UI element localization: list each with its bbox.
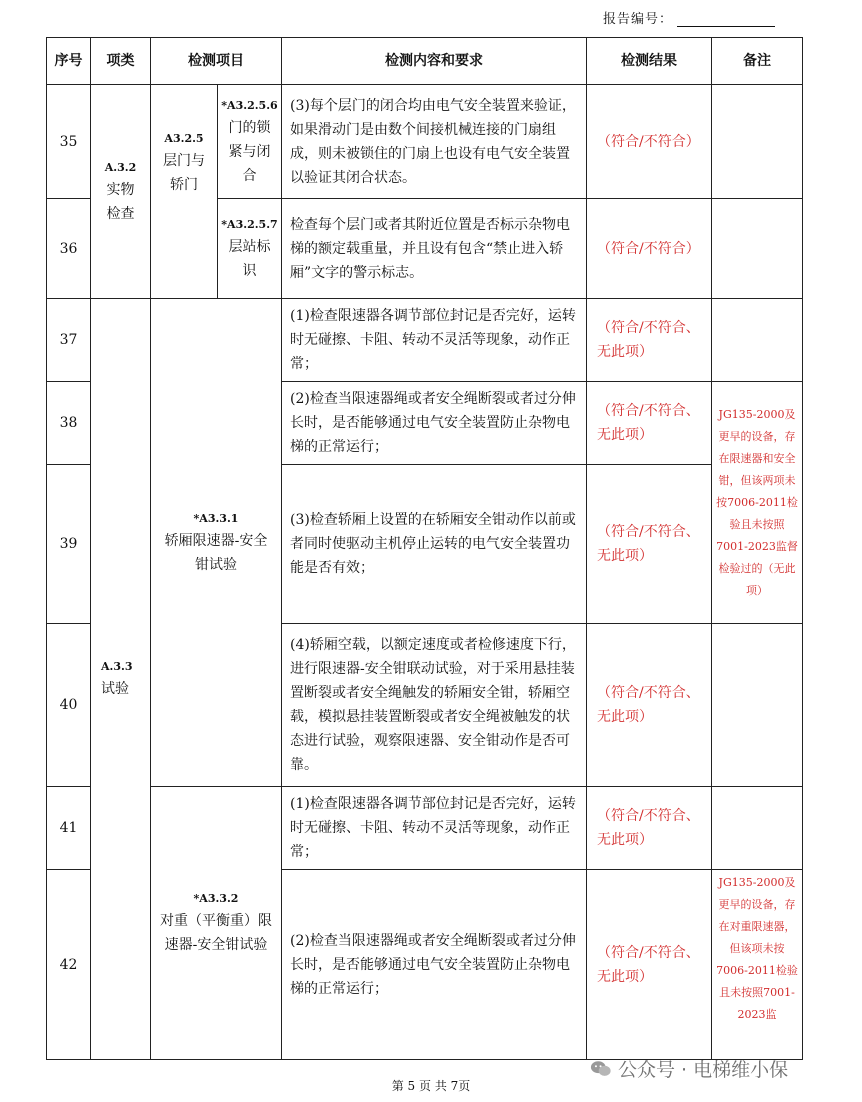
item-code: *A3.3.1 (193, 511, 239, 525)
table-row (47, 299, 803, 382)
item-name: 轿厢限速器-安全钳试验 (164, 532, 268, 573)
row-result: （符合/不符合） (587, 85, 712, 199)
header-category: 项类 (91, 38, 151, 85)
sub-item-name: 门的锁紧与闭合 (228, 119, 271, 184)
sub-item-code: *A3.2.5.7 (221, 217, 278, 231)
row-result: （符合/不符合、无此项） (587, 787, 712, 870)
category-cell (91, 85, 151, 299)
page-footer: 第 5 页 共 7页 (391, 1079, 471, 1093)
row-seq: 38 (47, 382, 91, 465)
item-cell (151, 299, 282, 787)
sub-item-cell (218, 85, 282, 199)
row-seq: 35 (47, 85, 91, 199)
report-number (603, 8, 775, 27)
row-result: （符合/不符合、无此项） (587, 870, 712, 1060)
category-code: A.3.2 (104, 160, 137, 174)
item-cell (151, 85, 218, 299)
header-seq: 序号 (47, 38, 91, 85)
row-result: （符合/不符合、无此项） (587, 299, 712, 382)
table-row (47, 85, 803, 199)
row-content: (1)检查限速器各调节部位封记是否完好，运转时无碰擦、卡阻、转动不灵活等现象，动作正常； (282, 299, 587, 382)
row-seq: 37 (47, 299, 91, 382)
inspection-table (46, 37, 803, 1060)
row-content: 检查每个层门或者其附近位置是否标示杂物电梯的额定载重量，并且设有包含“禁止进入轿厢”文字的警示标志。 (282, 199, 587, 299)
row-seq: 42 (47, 870, 91, 1060)
table-row (47, 787, 803, 870)
row-result: （符合/不符合、无此项） (587, 465, 712, 624)
row-remark (712, 299, 803, 382)
row-content: (3)每个层门的闭合均由电气安全装置来验证，如果滑动门是由数个间接机械连接的门扇组成，则未被锁住的门扇上也设有电气安全装置以验证其闭合状态。 (282, 85, 587, 199)
row-content: (2)检查当限速器绳或者安全绳断裂或者过分伸长时，是否能够通过电气安全装置防止杂物电梯的正常运行； (282, 870, 587, 1060)
row-remark (712, 624, 803, 787)
category-code: A.3.3 (101, 660, 133, 673)
item-cell (151, 787, 282, 1060)
sub-item-name: 层站标识 (228, 238, 271, 279)
row-remark: JG135-2000及更早的设备，存在限速器和安全钳，但该两项未按7006-2011检验且未按照7001-2023监督检验过的（无此项） (712, 382, 803, 624)
row-remark: JG135-2000及更早的设备，存在对重限速器，但该项未按7006-2011检验且未按照7001-2023监 (712, 870, 803, 1060)
sub-item-cell (218, 199, 282, 299)
watermark-text: 公众号 · 电梯维小保 (618, 1059, 789, 1081)
report-number-blank (677, 12, 775, 27)
watermark (590, 1055, 788, 1082)
row-content: (1)检查限速器各调节部位封记是否完好，运转时无碰擦、卡阻、转动不灵活等现象，动作正常； (282, 787, 587, 870)
header-remark: 备注 (712, 38, 803, 85)
row-seq: 36 (47, 199, 91, 299)
row-result: （符合/不符合） (587, 199, 712, 299)
table-header-row (47, 38, 803, 85)
row-content: (3)检查轿厢上设置的在轿厢安全钳动作以前或者同时使驱动主机停止运转的电气安全装置功能是否有效； (282, 465, 587, 624)
sub-item-code: *A3.2.5.6 (221, 98, 278, 112)
row-result: （符合/不符合、无此项） (587, 382, 712, 465)
item-name: 对重（平衡重）限速器-安全钳试验 (160, 913, 272, 953)
item-code: *A3.3.2 (193, 892, 239, 905)
row-remark (712, 199, 803, 299)
report-number-label: 报告编号： (603, 12, 674, 27)
item-code: A3.2.5 (164, 132, 204, 145)
category-cell (91, 299, 151, 1060)
header-content: 检测内容和要求 (282, 38, 587, 85)
wechat-icon (590, 1058, 612, 1080)
row-remark (712, 85, 803, 199)
item-name: 层门与轿门 (163, 153, 205, 193)
header-result: 检测结果 (587, 38, 712, 85)
row-content: (2)检查当限速器绳或者安全绳断裂或者过分伸长时，是否能够通过电气安全装置防止杂物电梯的正常运行； (282, 382, 587, 465)
row-seq: 41 (47, 787, 91, 870)
category-name: 实物检查 (106, 181, 135, 222)
category-name: 试验 (101, 681, 129, 697)
row-content: (4)轿厢空载，以额定速度或者检修速度下行，进行限速器-安全钳联动试验，对于采用悬挂装置断裂或者安全绳触发的轿厢安全钳，轿厢空载，模拟悬挂装置断裂或者安全绳被触发的状态进行试验，观察限速器、安全钳动作是否可靠。 (282, 624, 587, 787)
row-remark (712, 787, 803, 870)
header-item: 检测项目 (151, 38, 282, 85)
row-seq: 40 (47, 624, 91, 787)
row-result: （符合/不符合、无此项） (587, 624, 712, 787)
row-seq: 39 (47, 465, 91, 624)
